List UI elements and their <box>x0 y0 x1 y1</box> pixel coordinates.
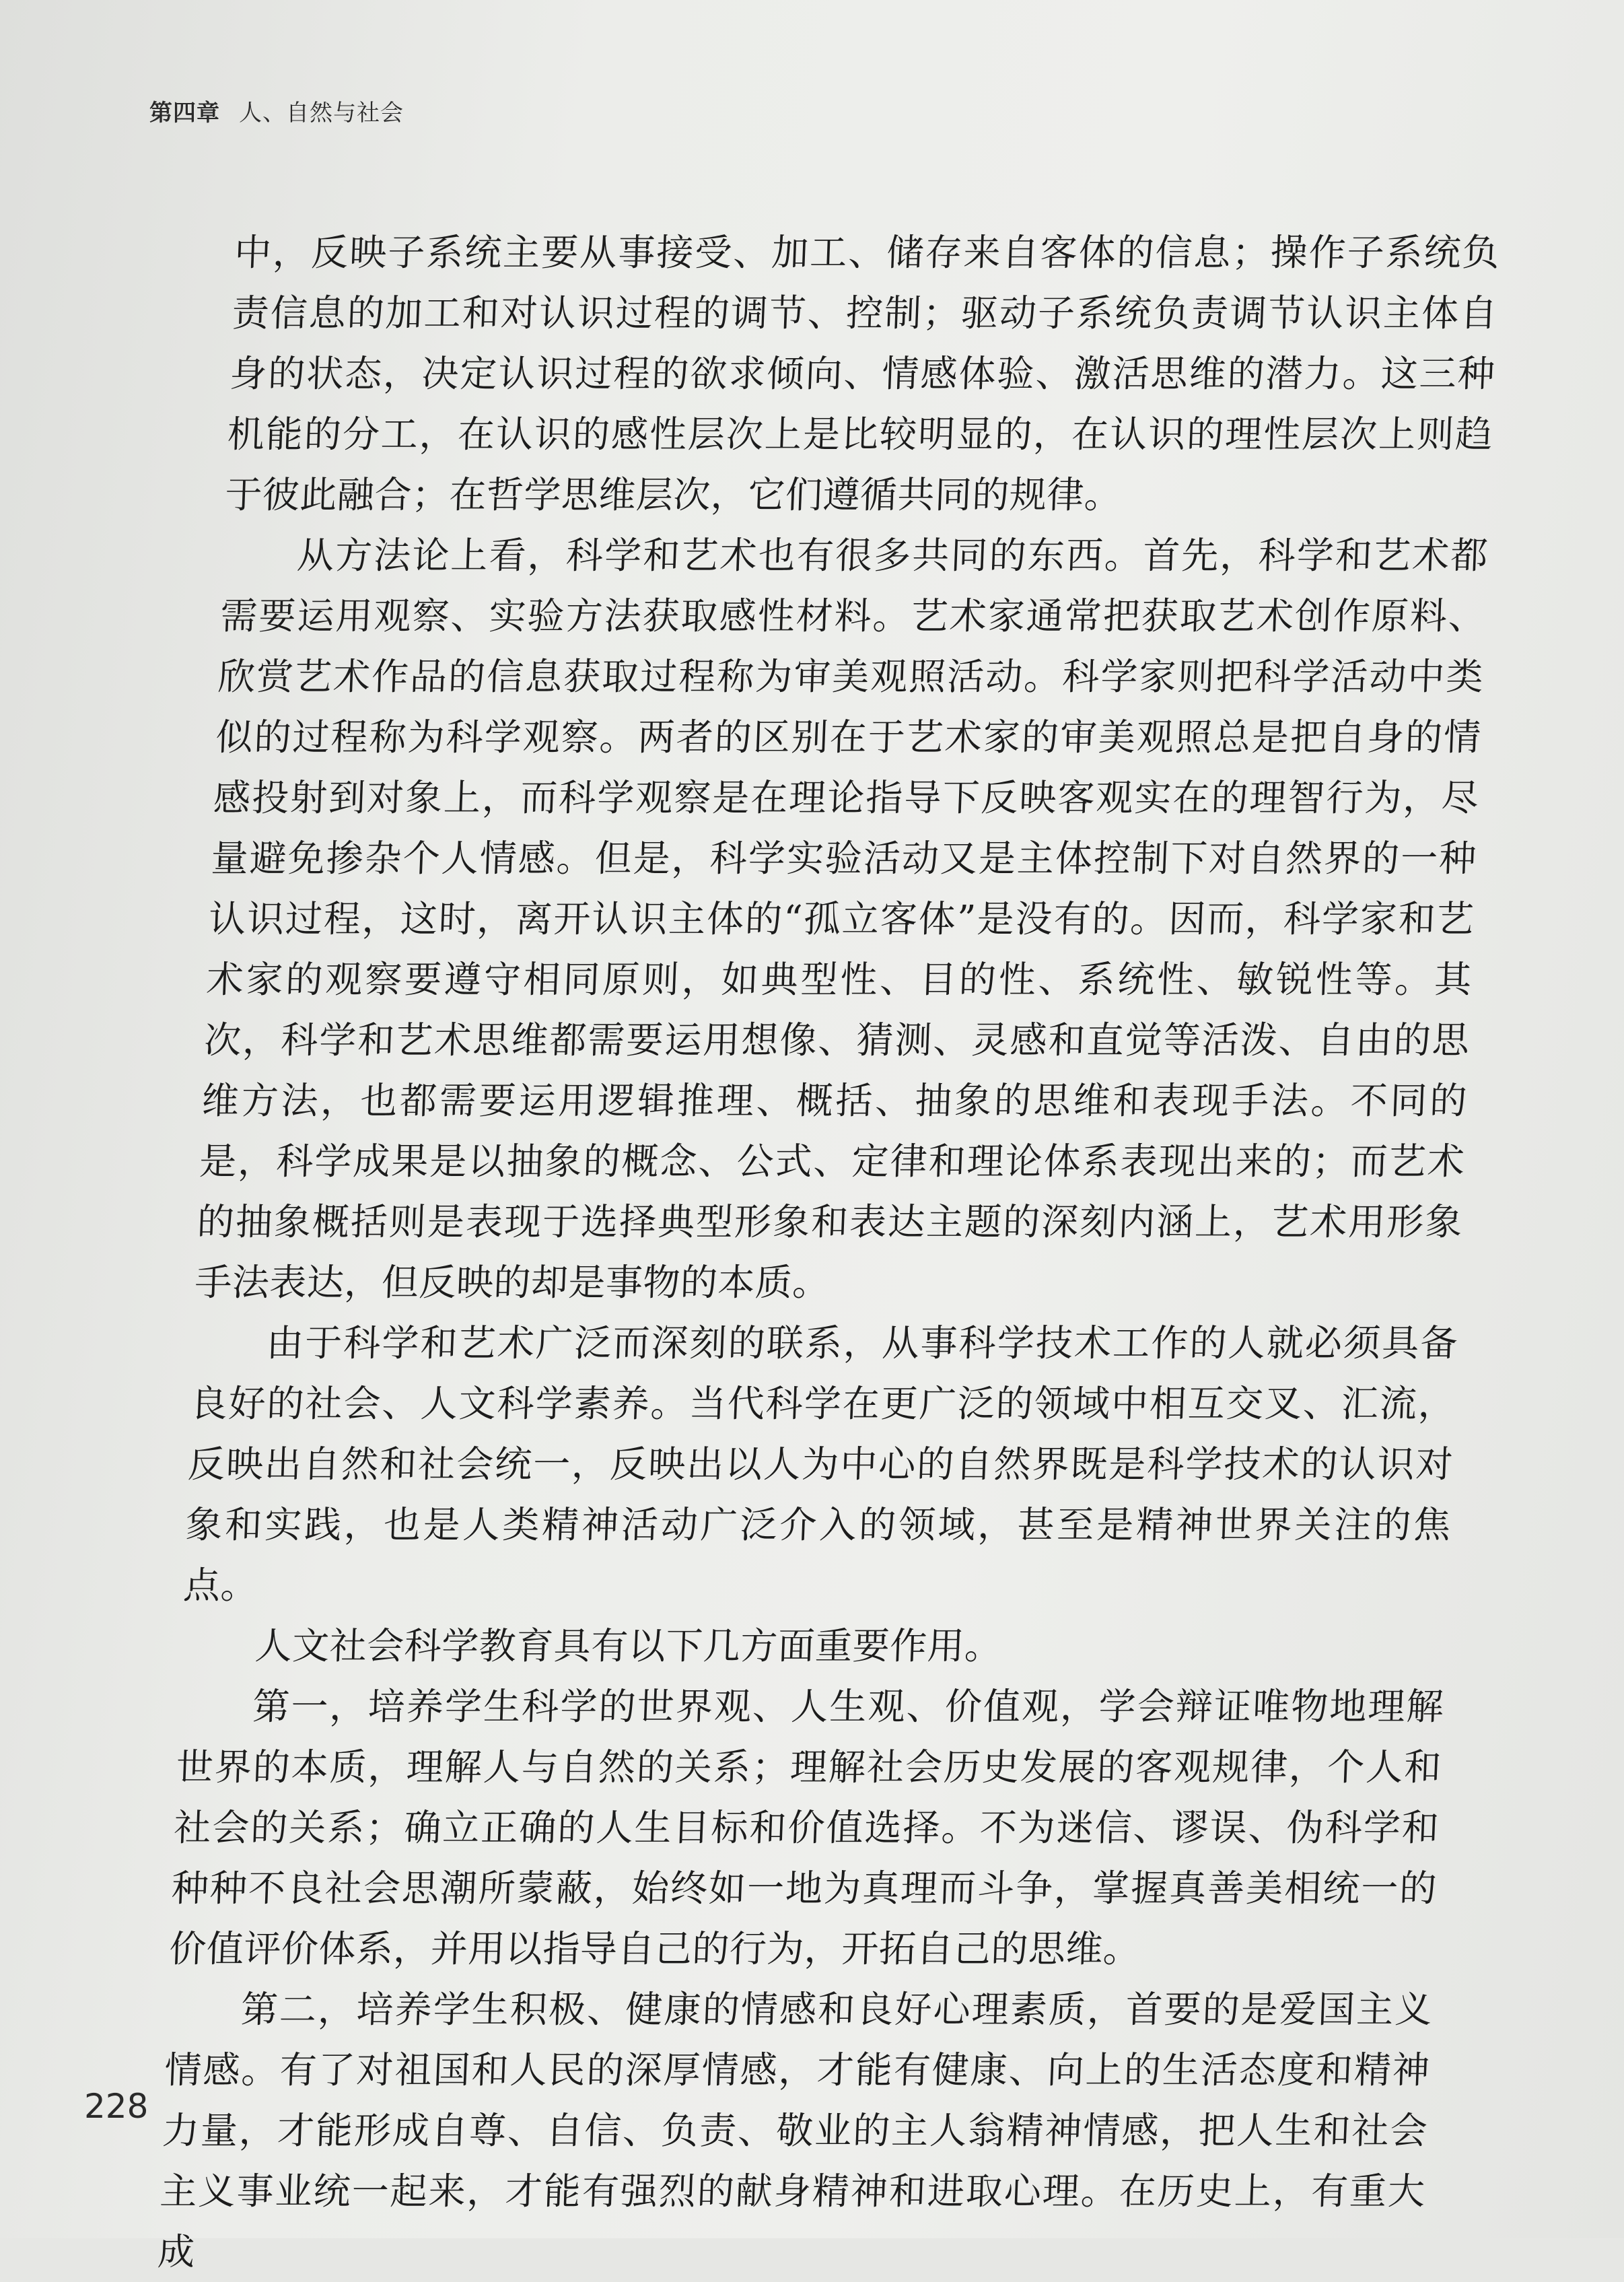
body-text <box>156 222 1501 2282</box>
paragraph-4: 人文社会科学教育具有以下几方面重要作用。 <box>254 1624 1003 1667</box>
paragraph-6: 第二，培养学生积极、健康的情感和良好心理素质，首要的是爱国主义情感。有了对祖国和人民的深厚情感，才能有健康、向上的生活态度和精神力量，才能形成自尊、自信、负责、敬业的主人翁精神情感，把人生和社会主义事业统一起来，才能有强烈的献身精神和进取心理。在历史上，有重大成 <box>156 1988 1434 2273</box>
paragraph-5: 第一，培养学生科学的世界观、人生观、价值观，学会辩证唯物地理解世界的本质，理解人与自然的关系；理解社会历史发展的客观规律，个人和社会的关系；确立正确的人生目标和价值选择。不为迷信、谬误、伪科学和种种不良社会思潮所蒙蔽，始终如一地为真理而斗争，掌握真善美相统一的价值评价体系，并用以指导自己的行为，开拓自己的思维。 <box>168 1685 1445 1970</box>
paragraph-3: 由于科学和艺术广泛而深刻的联系，从事科学技术工作的人就必须具备良好的社会、人文科学素养。当代科学在更广泛的领域中相互交叉、汇流，反映出自然和社会统一，反映出以人为中心的自然界既是科学技术的认识对象和实践，也是人类精神活动广泛介入的领域，甚至是精神世界关注的焦点。 <box>182 1321 1459 1607</box>
paragraph-1: 中，反映子系统主要从事接受、加工、储存来自客体的信息；操作子系统负责信息的加工和对认识过程的调节、控制；驱动子系统负责调节认识主体自身的状态，决定认识过程的欲求倾向、情感体验、激活思维的潜力。这三种机能的分工，在认识的感性层次上是比较明显的，在认识的理性层次上则趋于彼此融合；在哲学思维层次，它们遵循共同的规律。 <box>224 231 1501 516</box>
chapter-title: 人、自然与社会 <box>239 100 404 127</box>
running-header <box>149 94 404 127</box>
chapter-number: 第四章 <box>149 100 220 127</box>
paragraph-2: 从方法论上看，科学和艺术也有很多共同的东西。首先，科学和艺术都需要运用观察、实验方法获取感性材料。艺术家通常把获取艺术创作原料、欣赏艺术作品的信息获取过程称为审美观照活动。科学家则把科学活动中类似的过程称为科学观察。两者的区别在于艺术家的审美观照总是把自身的情感投射到对象上，而科学观察是在理论指导下反映客观实在的理智行为，尽量避免掺杂个人情感。但是，科学实验活动又是主体控制下对自然界的一种认识过程，这时，离开认识主体的“孤立客体”是没有的。因而，科学家和艺术家的观察要遵守相同原则，如典型性、目的性、系统性、敏锐性等。其次，科学和艺术思维都需要运用想像、猜测、灵感和直觉等活泼、自由的思维方法，也都需要运用逻辑推理、概括、抽象的思维和表现手法。不同的是，科学成果是以抽象的概念、公式、定律和理论体系表现出来的；而艺术的抽象概括则是表现于选择典型形象和表达主题的深刻内涵上，艺术用形象手法表达，但反映的却是事物的本质。 <box>194 534 1489 1304</box>
page-number: 228 <box>84 2087 149 2126</box>
